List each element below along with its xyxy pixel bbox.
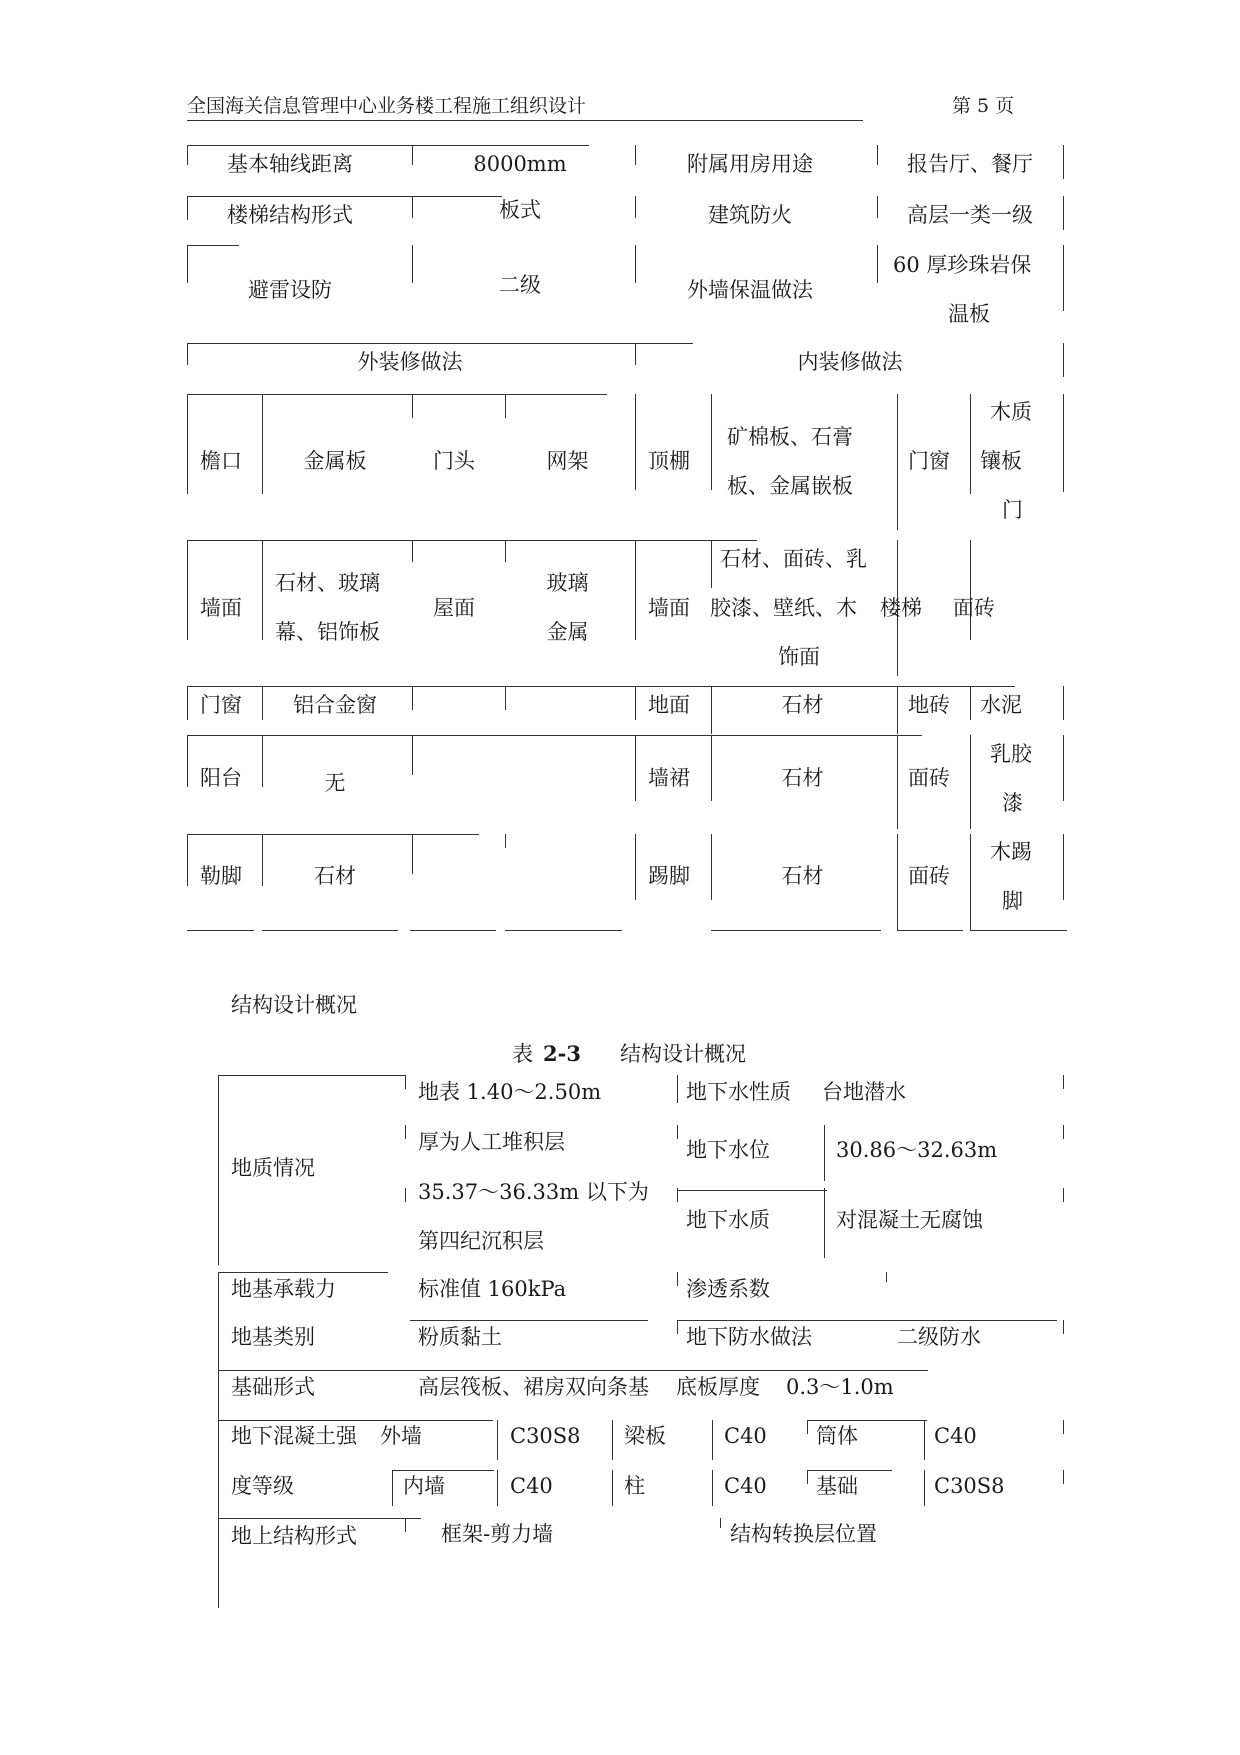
cell-roof-line2: 金属 <box>546 620 589 644</box>
groundwater-level-value: 30.86～32.63m <box>836 1138 998 1162</box>
caption-number: 2-3 <box>543 1041 581 1066</box>
rule <box>970 394 971 494</box>
groundwater-level-label: 地下水位 <box>686 1138 770 1162</box>
rule <box>970 834 971 930</box>
rule <box>187 394 607 395</box>
rule <box>635 686 636 720</box>
cell-annex-label: 附属用房用途 <box>687 152 813 176</box>
cell-skirting-value: 石材 <box>781 864 824 888</box>
rule <box>262 834 263 886</box>
rule <box>218 1272 388 1273</box>
rule <box>412 394 413 418</box>
rule <box>1063 196 1064 230</box>
rule <box>505 686 506 710</box>
cell-floor-label: 地面 <box>648 693 690 717</box>
rule <box>635 245 636 283</box>
rule <box>824 1125 825 1181</box>
rule <box>635 343 636 365</box>
rule <box>970 686 971 720</box>
rule <box>187 686 188 720</box>
section-heading: 结构设计概况 <box>231 993 357 1017</box>
base-form-value: 高层筏板、裙房双向条基 <box>418 1375 649 1399</box>
cell-fire-value: 高层一类一级 <box>907 203 1033 227</box>
rule <box>1063 343 1064 377</box>
page-number: 第 5 页 <box>952 95 1015 117</box>
rule <box>412 540 413 562</box>
rule <box>711 540 712 588</box>
geology-line-2: 厚为人工堆积层 <box>418 1130 565 1154</box>
rule <box>677 1190 827 1191</box>
rule <box>1063 1320 1064 1334</box>
rule <box>505 834 506 848</box>
rule <box>897 930 963 931</box>
slab-thickness-label: 底板厚度 <box>676 1375 760 1399</box>
rule <box>187 834 479 835</box>
waterproof-label: 地下防水做法 <box>686 1325 812 1349</box>
foundation-label: 基础 <box>816 1474 858 1498</box>
permeability-label: 渗透系数 <box>686 1277 770 1301</box>
caption-text: 结构设计概况 <box>620 1042 746 1066</box>
slab-thickness-value: 0.3～1.0m <box>786 1375 894 1399</box>
rule <box>187 343 693 344</box>
groundwater-nature-value: 台地潜水 <box>822 1080 906 1104</box>
cell-annex-value: 报告厅、餐厅 <box>907 152 1033 176</box>
beam-value: C40 <box>724 1424 767 1448</box>
rule <box>412 196 413 218</box>
rule <box>392 1470 494 1471</box>
transfer-floor-label: 结构转换层位置 <box>730 1522 877 1546</box>
cell-entrance-value: 网架 <box>546 449 589 473</box>
cell-balcony-value: 无 <box>324 771 346 795</box>
rule <box>187 196 188 220</box>
rule <box>187 540 188 640</box>
rule <box>187 735 188 787</box>
rule <box>1063 145 1064 179</box>
cell-floor-tile: 地砖 <box>908 693 950 717</box>
rule <box>410 1320 648 1321</box>
rule <box>187 540 757 541</box>
rule <box>187 834 188 886</box>
rule <box>970 930 1067 931</box>
rule <box>405 1188 406 1202</box>
rule <box>187 394 188 494</box>
bearing-label: 地基承载力 <box>231 1277 336 1301</box>
cell-ceiling-label: 顶棚 <box>648 449 690 473</box>
rule <box>1063 834 1064 900</box>
rule <box>612 1470 613 1506</box>
caption-prefix: 表 <box>512 1042 533 1066</box>
rule <box>1063 245 1064 311</box>
rule <box>712 1420 713 1460</box>
rule <box>711 686 712 734</box>
rule <box>412 245 413 283</box>
rule <box>897 686 898 734</box>
superstructure-label: 地上结构形式 <box>231 1524 357 1548</box>
rule <box>677 1320 1057 1321</box>
rule <box>677 1125 678 1139</box>
rule <box>1063 686 1064 720</box>
cell-wall-ext-line1: 石材、玻璃 <box>275 571 380 595</box>
rule <box>392 1470 393 1506</box>
rule <box>970 735 971 829</box>
rule <box>187 735 922 736</box>
rule <box>262 930 398 931</box>
rule <box>412 686 413 710</box>
rule <box>677 1272 678 1286</box>
rule <box>711 735 712 801</box>
cell-dado-latex-line1: 乳胶 <box>990 742 1032 766</box>
cell-floor-cement: 水泥 <box>980 693 1022 717</box>
cell-stair-int-label: 楼梯 <box>880 596 922 620</box>
cell-stair-int-value: 面砖 <box>953 596 995 620</box>
cell-skirting-label: 踢脚 <box>648 864 690 888</box>
rule <box>505 540 506 562</box>
rule <box>1063 1125 1064 1139</box>
cell-roof-line1: 玻璃 <box>546 571 589 595</box>
rule <box>262 686 263 720</box>
cell-eave-value: 金属板 <box>303 449 367 473</box>
rule <box>405 1518 406 1532</box>
rule <box>187 930 254 931</box>
cell-wall-ext-label: 墙面 <box>200 596 242 620</box>
cell-entrance-label: 门头 <box>433 449 475 473</box>
cell-ceiling-value-line2: 板、金属嵌板 <box>727 474 853 498</box>
rule <box>410 930 496 931</box>
inner-wall-value: C40 <box>510 1474 553 1498</box>
cell-axis-value: 8000mm <box>473 152 567 176</box>
rule <box>720 1518 721 1528</box>
rule <box>187 245 188 283</box>
base-form-label: 基础形式 <box>231 1375 315 1399</box>
rule <box>677 1075 678 1103</box>
cell-plinth-value: 石材 <box>314 864 356 888</box>
rule <box>218 1518 421 1519</box>
rule <box>262 540 263 640</box>
cell-dado-tile: 面砖 <box>908 766 950 790</box>
rule <box>262 735 263 787</box>
cell-lightning-label: 避雷设防 <box>248 278 332 302</box>
superstructure-value: 框架-剪力墙 <box>441 1522 554 1546</box>
rule <box>218 1272 219 1370</box>
cell-window-ext-value: 铝合金窗 <box>293 693 377 717</box>
rule <box>1063 1188 1064 1202</box>
geology-label: 地质情况 <box>231 1156 315 1180</box>
rule <box>262 394 263 494</box>
geology-line-3: 35.37～36.33m 以下为 <box>418 1180 649 1204</box>
cell-balcony-label: 阳台 <box>200 766 242 790</box>
outer-wall-label: 外墙 <box>380 1424 422 1448</box>
beam-label: 梁板 <box>624 1424 666 1448</box>
rule <box>1063 1420 1064 1434</box>
cell-eave-label: 檐口 <box>200 449 242 473</box>
rule <box>505 930 622 931</box>
core-tube-value: C40 <box>934 1424 977 1448</box>
groundwater-quality-value: 对混凝土无腐蚀 <box>836 1208 983 1232</box>
rule <box>711 394 712 490</box>
section-interior-finish: 内装修做法 <box>797 350 903 374</box>
rule <box>497 1470 498 1506</box>
rule <box>1063 1075 1064 1089</box>
rule <box>677 1188 678 1202</box>
cell-skirting-tile: 面砖 <box>908 864 950 888</box>
rule <box>807 1420 927 1421</box>
cell-axis-label: 基本轴线距离 <box>227 152 353 176</box>
rule <box>405 1125 406 1139</box>
rule <box>218 1075 219 1265</box>
rule <box>218 1075 405 1076</box>
cell-wall-int-line1: 石材、面砖、乳 <box>720 547 867 571</box>
rule <box>412 735 413 775</box>
cell-window-ext-label: 门窗 <box>200 693 242 717</box>
cell-dado-value: 石材 <box>781 766 824 790</box>
rule <box>924 1420 925 1460</box>
waterproof-value: 二级防水 <box>897 1325 981 1349</box>
column-value: C40 <box>724 1474 767 1498</box>
cell-plinth-label: 勒脚 <box>200 864 242 888</box>
cell-insulation-label: 外墙保温做法 <box>687 278 813 302</box>
rule <box>711 930 881 931</box>
rule <box>612 1420 613 1460</box>
rule <box>635 540 636 640</box>
rule <box>824 1188 825 1258</box>
cell-wall-ext-line2: 幕、铝饰板 <box>275 620 380 644</box>
column-label: 柱 <box>624 1474 645 1498</box>
rule <box>897 834 898 930</box>
rule <box>187 343 188 365</box>
foundation-soil-value: 粉质黏土 <box>418 1325 502 1349</box>
inner-wall-label: 内墙 <box>403 1474 445 1498</box>
rule <box>635 834 636 900</box>
cell-wall-int-line2: 胶漆、壁纸、木 <box>710 596 857 620</box>
rule <box>970 540 971 640</box>
geology-line-4: 第四纪沉积层 <box>418 1229 544 1253</box>
rule <box>505 394 506 418</box>
cell-wall-int-label: 墙面 <box>648 596 690 620</box>
rule <box>412 145 413 165</box>
rule <box>886 1272 887 1282</box>
concrete-grade-label-line1: 地下混凝土强 <box>231 1424 357 1448</box>
rule <box>635 145 636 165</box>
rule <box>218 1370 219 1608</box>
rule <box>218 1420 493 1421</box>
rule <box>897 394 898 530</box>
rule <box>218 1370 928 1371</box>
rule <box>635 196 636 218</box>
groundwater-quality-label: 地下水质 <box>686 1208 770 1232</box>
cell-dado-label: 墙裙 <box>648 766 690 790</box>
cell-roof-label: 屋面 <box>433 596 475 620</box>
cell-dado-latex-line2: 漆 <box>1002 791 1023 815</box>
rule <box>712 1470 713 1506</box>
rule <box>897 735 898 829</box>
cell-insulation-value-line1: 60 厚珍珠岩保 <box>893 253 1032 277</box>
rule <box>877 196 878 218</box>
cell-doorwin-int-line3: 门 <box>1002 498 1023 522</box>
rule <box>807 1470 892 1471</box>
geology-line-1: 地表 1.40～2.50m <box>418 1080 602 1104</box>
cell-lightning-value: 二级 <box>499 273 541 297</box>
concrete-grade-label-line2: 度等级 <box>231 1474 294 1498</box>
cell-doorwin-int-label: 门窗 <box>908 449 950 473</box>
rule <box>187 686 1015 687</box>
cell-fire-label: 建筑防火 <box>708 203 792 227</box>
foundation-soil-label: 地基类别 <box>231 1325 315 1349</box>
outer-wall-value: C30S8 <box>510 1424 581 1448</box>
cell-floor-value: 石材 <box>781 693 824 717</box>
rule <box>635 735 636 801</box>
cell-ceiling-value-line1: 矿棉板、石膏 <box>727 425 853 449</box>
rule <box>877 245 878 283</box>
cell-stair-value: 板式 <box>499 198 541 222</box>
header-rule <box>187 120 863 121</box>
rule <box>635 394 636 490</box>
bearing-value: 标准值 160kPa <box>418 1277 567 1301</box>
cell-stair-label: 楼梯结构形式 <box>227 203 353 227</box>
foundation-value: C30S8 <box>934 1474 1005 1498</box>
document-header-title: 全国海关信息管理中心业务楼工程施工组织设计 <box>187 95 587 117</box>
rule <box>405 1075 406 1089</box>
rule <box>1063 1470 1064 1484</box>
cell-doorwin-int-line2: 镶板 <box>980 449 1022 473</box>
core-tube-label: 筒体 <box>816 1424 858 1448</box>
section-exterior-finish: 外装修做法 <box>357 350 463 374</box>
rule <box>187 145 188 165</box>
cell-skirting-wood-line1: 木踢 <box>990 840 1032 864</box>
cell-insulation-value-line2: 温板 <box>948 302 990 326</box>
rule <box>187 196 502 197</box>
rule <box>807 1420 808 1434</box>
rule <box>677 1320 678 1334</box>
cell-doorwin-int-line1: 木质 <box>990 400 1032 424</box>
rule <box>187 145 589 146</box>
groundwater-nature-label: 地下水性质 <box>686 1080 791 1104</box>
cell-skirting-wood-line2: 脚 <box>1002 889 1023 913</box>
rule <box>1063 394 1064 492</box>
rule <box>877 145 878 165</box>
rule <box>1063 735 1064 801</box>
cell-wall-int-line3: 饰面 <box>778 645 820 669</box>
rule <box>924 1470 925 1506</box>
rule <box>187 245 239 246</box>
rule <box>497 1420 498 1460</box>
rule <box>711 834 712 900</box>
rule <box>412 834 413 874</box>
rule <box>807 1470 808 1484</box>
